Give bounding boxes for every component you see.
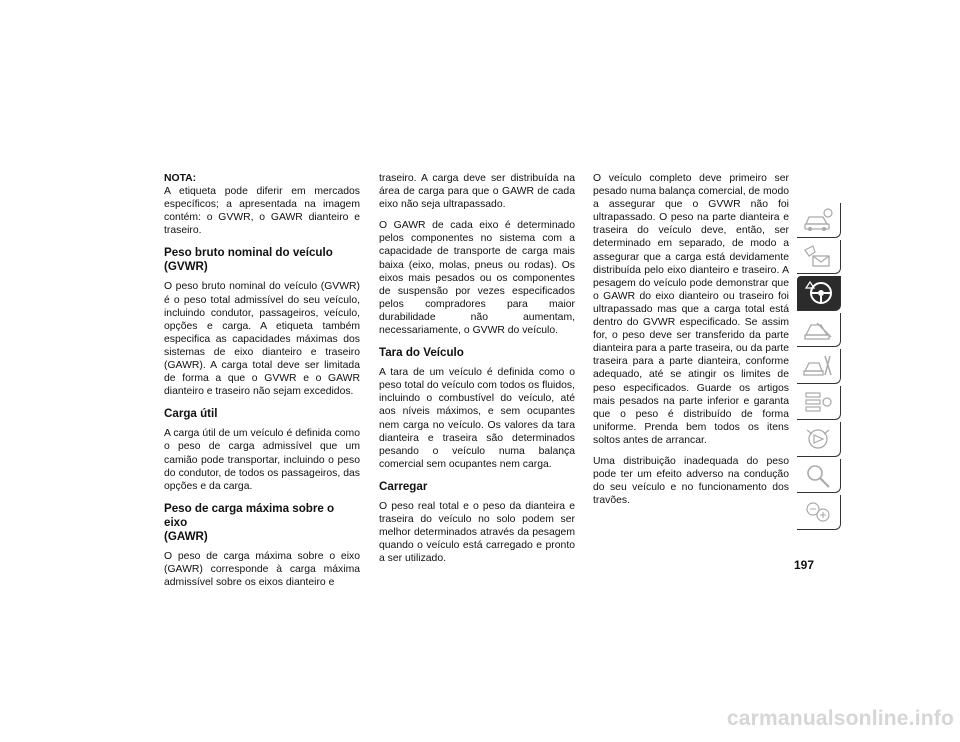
car-info-icon <box>803 207 833 233</box>
curb-weight-paragraph: A tara de um veículo é definida como o peso total do veículo com todos os fluidos, incluindo o combustível do veículo, até aos níveis máximos, e sem ocupantes nem carga no veículo. Os valores da tara dianteira e traseira são determinados pesando o veículo numa balança comercial sem ocupantes nem carga. <box>379 367 575 470</box>
car-warning-light-icon <box>803 244 833 270</box>
chapter-tab-9[interactable] <box>797 495 841 530</box>
chapter-tab-2[interactable] <box>797 240 841 275</box>
gvwr-heading-line1: Peso bruto nominal do veículo <box>164 246 333 260</box>
note <box>164 172 360 237</box>
chapter-tab-3[interactable] <box>797 276 841 311</box>
gvwr-heading <box>164 246 360 274</box>
watermark: carmanualsonline.info <box>726 707 954 730</box>
multimedia-icon <box>803 426 833 452</box>
page-number: 197 <box>794 558 815 572</box>
curb-weight-heading: Tara do Veículo <box>379 346 464 360</box>
text-column-1 <box>164 172 360 597</box>
search-icon <box>803 463 833 489</box>
note-text: A etiqueta pode diferir em mercados específicos; a apresentada na imagem contém: o GVWR, o GAWR dianteiro e traseiro. <box>164 186 360 237</box>
gvwr-paragraph: O peso bruto nominal do veículo (GVWR) é o peso total admissível do seu veículo, incluindo condutor, passageiros, veículo, opções e carga. A etiqueta também especifica as capacidades máximas dos sistemas de eixo dianteiro e traseiro (GAWR). A carga total deve ser limitada de forma a que o GVWR e o GAWR dianteiro e traseiro não sejam excedidos. <box>164 281 360 398</box>
gawr-heading <box>164 502 360 544</box>
note-title: NOTA: <box>164 173 197 184</box>
chapter-tab-7[interactable] <box>797 422 841 457</box>
weight-distribution-paragraph: Uma distribuição inadequada do peso pode ter um efeito adverso na condução do seu veículo e no funcionamento dos travões. <box>593 455 789 507</box>
gawr-heading-line2: (GAWR) <box>164 529 208 543</box>
car-tools-icon <box>803 353 833 379</box>
text-column-2 <box>379 172 575 573</box>
chapter-tab-1[interactable] <box>797 203 841 238</box>
gawr-determination-paragraph: O GAWR de cada eixo é determinado pelos componentes no sistema com a capacidade de transporte de carga mais baixa (eixo, molas, pneus ou rodas). Os eixos mais pesados ou os componentes de suspensão por vezes especificados pelos compradores para maior durabilidade não aumentam, necessariamente, o GVWR do veículo. <box>379 220 575 337</box>
chapter-tabs <box>797 203 841 532</box>
steering-wheel-icon <box>803 280 833 306</box>
text-column-3 <box>593 172 789 515</box>
chapter-tab-6[interactable] <box>797 386 841 421</box>
loading-heading: Carregar <box>379 479 428 493</box>
loading-paragraph: O peso real total e o peso da dianteira e traseira do veículo no solo podem ser melhor determinados através da pesagem quando o veículo está carregado e pronto a ser utilizado. <box>379 500 575 565</box>
gawr-continued-paragraph: traseiro. A carga deve ser distribuída na área de carga para que o GAWR de cada eixo não seja ultrapassado. <box>379 173 575 211</box>
weighing-paragraph: O veículo completo deve primeiro ser pesado numa balança comercial, de modo a assegurar que o GVWR não foi ultrapassado. O peso na parte dianteira e traseira do veículo deve, então, ser determinado em separado, de modo a assegurar que a carga está devidamente distribuída pelo eixo dianteiro e traseiro. A pesagem do veículo pode demonstrar que o GAWR do eixo dianteiro ou traseiro foi ultrapassado mas que a carga total está dentro do GVWR especificado. Se assim for, o peso deve ser transferido da parte dianteira para a parte traseira, ou da parte traseira para a parte dianteira, conforme adequado, até se atingir os limites de peso especificados. Guarde os artigos mais pesados na parte inferior e garanta que o peso é distribuído de forma uniforme. Prenda bem todos os itens soltos antes de arrancar. <box>593 173 789 446</box>
chapter-tab-4[interactable] <box>797 313 841 348</box>
payload-paragraph: A carga útil de um veículo é definida como o peso de carga admissível que um camião pode transportar, incluindo o peso do condutor, de todos os passageiros, das opções e da carga. <box>164 428 360 492</box>
car-safety-icon <box>803 317 833 343</box>
chapter-tab-8[interactable] <box>797 459 841 494</box>
payload-heading: Carga útil <box>164 407 218 421</box>
gvwr-heading-line2: (GVWR) <box>164 260 208 274</box>
language-index-icon <box>803 499 833 525</box>
gawr-paragraph: O peso de carga máxima sobre o eixo (GAWR) corresponde à carga máxima admissível sobre os eixos dianteiro e <box>164 550 360 588</box>
settings-list-icon <box>803 390 833 416</box>
gawr-heading-line1: Peso de carga máxima sobre o eixo <box>164 501 335 529</box>
chapter-tab-5[interactable] <box>797 349 841 384</box>
